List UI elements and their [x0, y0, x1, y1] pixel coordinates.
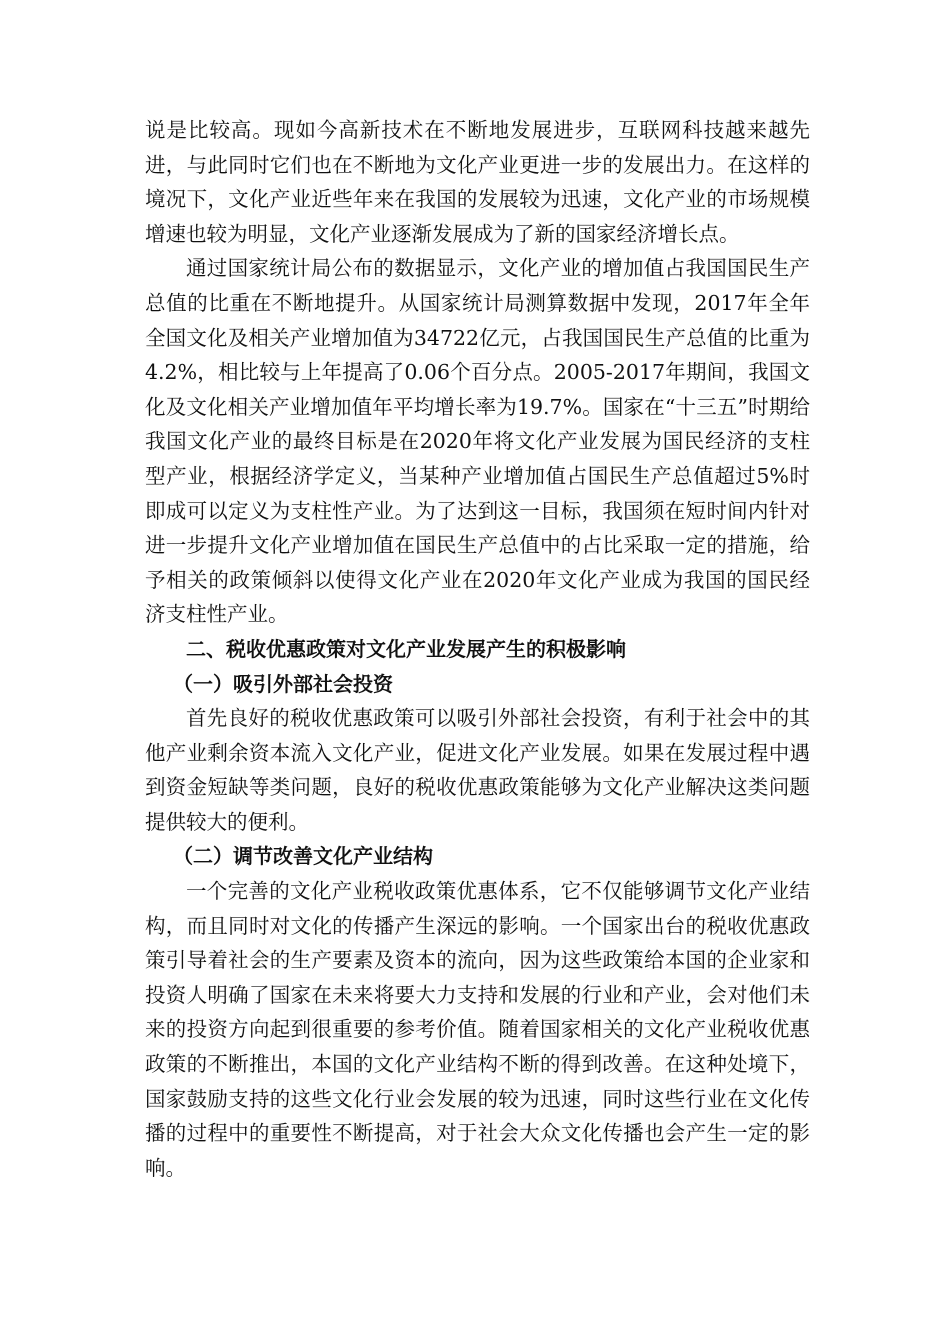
paragraph-investment: 首先良好的税收优惠政策可以吸引外部社会投资，有利于社会中的其他产业剩余资本流入文化产业，促进文化产业发展。如果在发展过程中遇到资金短缺等类问题，良好的税收优惠政策能够为文化产业解决这类问题提供较大的便利。 [145, 706, 810, 834]
document-page [145, 113, 810, 1185]
subsection-heading-1: （一）吸引外部社会投资 [173, 671, 393, 696]
section-heading: 二、税收优惠政策对文化产业发展产生的积极影响 [186, 636, 626, 661]
paragraph-continuation: 说是比较高。现如今高新技术在不断地发展进步，互联网科技越来越先进，与此同时它们也在不断地为文化产业更进一步的发展出力。在这样的境况下，文化产业近些年来在我国的发展较为迅速，文化产业的市场规模增速也较为明显，文化产业逐渐发展成为了新的国家经济增长点。 [145, 118, 810, 246]
subsection-heading-2: （二）调节改善文化产业结构 [173, 844, 433, 869]
paragraph-structure: 一个完善的文化产业税收政策优惠体系，它不仅能够调节文化产业结构，而且同时对文化的传播产生深远的影响。一个国家出台的税收优惠政策引导着社会的生产要素及资本的流向，因为这些政策给本国的企业家和投资人明确了国家在未来将要大力支持和发展的行业和产业，会对他们未来的投资方向起到很重要的参考价值。随着国家相关的文化产业税收优惠政策的不断推出，本国的文化产业结构不断的得到改善。在这种处境下，国家鼓励支持的这些文化行业会发展的较为迅速，同时这些行业在文化传播的过程中的重要性不断提高，对于社会大众文化传播也会产生一定的影响。 [145, 879, 810, 1180]
paragraph-statistics: 通过国家统计局公布的数据显示，文化产业的增加值占我国国民生产总值的比重在不断地提升。从国家统计局测算数据中发现，2017年全年全国文化及相关产业增加值为34722亿元，占我国国民生产总值的比重为4.2%，相比较与上年提高了0.06个百分点。2005-2017年期间，我国文化及文化相关产业增加值年平均增长率为19.7%。国家在“十三五”时期给我国文化产业的最终目标是在2020年将文化产业发展为国民经济的支柱型产业，根据经济学定义，当某种产业增加值占国民生产总值超过5%时即成可以定义为支柱性产业。为了达到这一目标，我国须在短时间内针对进一步提升文化产业增加值在国民生产总值中的占比采取一定的措施，给予相关的政策倾斜以使得文化产业在2020年文化产业成为我国的国民经济支柱性产业。 [145, 256, 810, 627]
